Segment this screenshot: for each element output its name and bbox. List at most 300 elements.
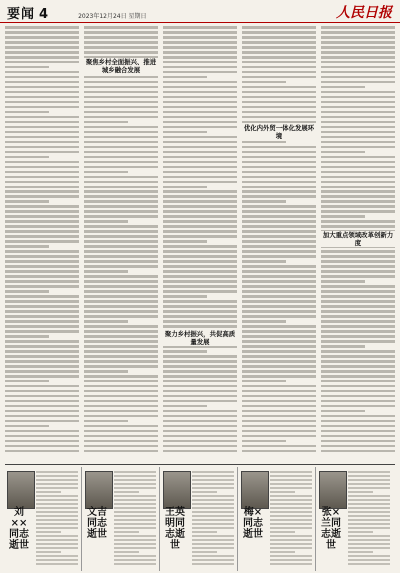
text-line [84, 420, 128, 423]
text-line [270, 519, 312, 521]
text-line [321, 275, 395, 278]
text-line [348, 495, 390, 497]
text-line [84, 51, 158, 54]
text-line [348, 479, 390, 481]
text-line [36, 487, 78, 489]
text-line [36, 539, 78, 541]
text-line [163, 315, 237, 318]
text-line [36, 511, 78, 513]
text-line [5, 31, 79, 34]
text-line [192, 471, 234, 473]
text-line [163, 190, 237, 193]
text-line [348, 519, 390, 521]
text-line [348, 515, 390, 517]
text-line [321, 195, 395, 198]
text-line [84, 255, 158, 258]
text-line [5, 250, 79, 253]
text-line [242, 61, 316, 64]
text-line [242, 350, 316, 353]
text-line [163, 420, 237, 423]
portrait-photo [319, 471, 347, 509]
text-line [321, 106, 395, 109]
text-line [321, 315, 395, 318]
text-line [242, 355, 316, 358]
text-line [5, 51, 79, 54]
text-line [163, 270, 237, 273]
text-line [321, 250, 395, 253]
text-line [242, 360, 316, 363]
text-line [84, 141, 158, 144]
text-line [163, 255, 237, 258]
text-line [84, 290, 158, 293]
text-line [5, 320, 79, 323]
text-line [321, 445, 395, 448]
text-line [114, 523, 156, 525]
text-line [5, 360, 79, 363]
text-line [5, 61, 79, 64]
text-line [84, 106, 158, 109]
text-line [242, 445, 316, 448]
text-line [163, 156, 237, 159]
text-line [5, 300, 79, 303]
article-column-4 [242, 26, 316, 462]
text-line [5, 335, 49, 338]
text-line [5, 310, 79, 313]
text-line [270, 475, 312, 477]
text-line [321, 360, 395, 363]
text-line [5, 330, 79, 333]
text-line [5, 305, 79, 308]
text-line [270, 471, 312, 473]
text-line [348, 523, 390, 525]
text-line [84, 190, 158, 193]
text-line [192, 515, 234, 517]
text-line [321, 190, 395, 193]
text-line [84, 260, 158, 263]
text-line [5, 151, 79, 154]
text-line [84, 410, 158, 413]
text-line [242, 395, 316, 398]
text-line [321, 435, 395, 438]
text-line [84, 340, 158, 343]
text-line [163, 136, 237, 139]
text-line [163, 405, 207, 408]
text-line [84, 131, 158, 134]
text-line [84, 345, 158, 348]
text-line [192, 491, 217, 493]
text-line [242, 26, 316, 29]
text-line [321, 265, 395, 268]
text-line [5, 345, 79, 348]
text-line [84, 230, 158, 233]
text-line [192, 531, 217, 533]
text-line [242, 330, 316, 333]
text-line [321, 345, 365, 348]
text-line [84, 121, 128, 124]
text-line [84, 275, 158, 278]
text-line [321, 260, 395, 263]
text-line [5, 186, 79, 189]
text-line [321, 111, 395, 114]
text-line [242, 86, 316, 89]
text-line [5, 195, 79, 198]
text-line [36, 519, 78, 521]
text-line [192, 527, 234, 529]
text-line [242, 315, 316, 318]
text-line [36, 551, 61, 553]
text-line [84, 440, 158, 443]
text-line [5, 176, 79, 179]
text-line [36, 515, 78, 517]
text-line [348, 555, 390, 557]
text-line [5, 440, 79, 443]
text-line [5, 96, 79, 99]
text-line [270, 499, 312, 501]
text-line [84, 171, 128, 174]
text-line [270, 539, 312, 541]
text-line [242, 430, 316, 433]
text-line [84, 425, 158, 428]
text-line [242, 400, 316, 403]
text-line [114, 483, 156, 485]
text-line [321, 335, 395, 338]
text-line [321, 255, 395, 258]
text-line [5, 86, 79, 89]
text-line [84, 235, 158, 238]
text-line [242, 415, 316, 418]
text-line [321, 350, 395, 353]
text-line [114, 519, 156, 521]
text-line [84, 435, 158, 438]
text-line [242, 435, 316, 438]
text-line [321, 395, 395, 398]
text-line [84, 385, 158, 388]
text-line [163, 86, 237, 89]
text-line [348, 475, 390, 477]
text-line [5, 260, 79, 263]
text-line [321, 370, 395, 373]
section-divider [5, 464, 395, 465]
obituary [5, 467, 82, 571]
text-line [242, 280, 316, 283]
text-line [84, 86, 158, 89]
text-line [84, 215, 158, 218]
text-line [242, 66, 316, 69]
text-line [348, 543, 390, 545]
text-line [163, 245, 237, 248]
text-line [36, 507, 78, 509]
text-line [36, 495, 78, 497]
text-line [242, 375, 316, 378]
text-line [321, 181, 395, 184]
issue-date: 2023年12月24日 星期日 [78, 13, 147, 20]
text-line [84, 430, 158, 433]
article-column-1 [5, 26, 79, 462]
text-line [163, 81, 237, 84]
text-line [84, 205, 158, 208]
text-line [348, 503, 390, 505]
text-line [163, 56, 237, 59]
text-line [84, 325, 158, 328]
text-line [36, 563, 78, 565]
text-line [242, 230, 316, 233]
text-line [163, 46, 237, 49]
text-line [163, 66, 237, 69]
text-line [84, 181, 158, 184]
text-line [163, 285, 237, 288]
text-line [321, 176, 395, 179]
text-line [321, 56, 395, 59]
text-line [242, 270, 316, 273]
text-line [270, 523, 312, 525]
obituary-text [114, 515, 156, 567]
text-line [242, 225, 316, 228]
article-column-2 [84, 26, 158, 462]
text-line [242, 440, 286, 443]
text-line [5, 340, 79, 343]
page-number: 4 [39, 7, 49, 22]
text-line [114, 551, 139, 553]
text-line [84, 126, 158, 129]
text-line [242, 141, 286, 144]
text-line [270, 515, 312, 517]
text-line [114, 507, 156, 509]
text-line [270, 559, 312, 561]
text-line [84, 151, 158, 154]
text-line [163, 41, 237, 44]
text-line [163, 305, 237, 308]
text-line [163, 310, 237, 313]
text-line [84, 270, 128, 273]
text-line [270, 503, 312, 505]
text-line [270, 543, 312, 545]
text-line [242, 96, 316, 99]
text-line [114, 555, 156, 557]
text-line [163, 146, 237, 149]
article-body [5, 26, 395, 462]
article-subhead: 聚焦乡村全面振兴、推进城乡融合发展 [85, 58, 157, 74]
text-line [84, 26, 158, 29]
text-line [163, 320, 237, 323]
text-line [192, 543, 234, 545]
text-line [192, 535, 234, 537]
text-line [321, 430, 395, 433]
text-line [84, 220, 128, 223]
article-column-3 [163, 26, 237, 462]
text-line [163, 106, 237, 109]
text-line [163, 260, 237, 263]
obituary-title: 刘××同志逝世 [9, 507, 29, 551]
text-line [163, 111, 237, 114]
text-line [84, 166, 158, 169]
text-line [321, 76, 395, 79]
text-line [242, 425, 316, 428]
text-line [163, 121, 237, 124]
text-line [163, 360, 237, 363]
text-line [36, 523, 78, 525]
obituary-text [36, 515, 78, 567]
text-line [163, 450, 237, 453]
text-line [321, 26, 395, 29]
text-line [321, 200, 395, 203]
text-line [192, 495, 234, 497]
text-line [321, 440, 395, 443]
text-line [114, 547, 156, 549]
text-line [242, 121, 316, 124]
text-line [114, 511, 156, 513]
text-line [163, 171, 237, 174]
text-line [242, 390, 316, 393]
text-line [5, 161, 79, 164]
text-line [242, 255, 316, 258]
text-line [114, 543, 156, 545]
text-line [270, 555, 312, 557]
text-line [84, 265, 158, 268]
text-line [84, 350, 158, 353]
text-line [5, 365, 79, 368]
text-line [84, 41, 158, 44]
section-name: 要闻 [7, 7, 36, 22]
text-line [36, 471, 78, 473]
text-line [5, 325, 79, 328]
text-line [242, 151, 316, 154]
text-line [84, 360, 158, 363]
text-line [270, 487, 312, 489]
text-line [114, 531, 139, 533]
text-line [84, 380, 158, 383]
text-line [5, 445, 79, 448]
text-line [5, 420, 79, 423]
text-line [5, 166, 79, 169]
text-line [242, 335, 316, 338]
text-line [321, 46, 395, 49]
text-line [5, 76, 79, 79]
text-line [84, 210, 158, 213]
text-line [84, 46, 158, 49]
text-line [163, 36, 237, 39]
text-line [321, 220, 395, 223]
text-line [242, 116, 316, 119]
text-line [163, 425, 237, 428]
text-line [163, 26, 237, 29]
text-line [321, 420, 395, 423]
text-line [192, 479, 234, 481]
text-line [242, 190, 316, 193]
text-line [5, 136, 79, 139]
text-line [242, 370, 316, 373]
text-line [242, 210, 316, 213]
text-line [242, 250, 316, 253]
text-line [163, 51, 237, 54]
text-line [163, 365, 237, 368]
text-line [321, 101, 395, 104]
text-line [5, 405, 79, 408]
obituary-text [270, 471, 312, 515]
text-line [5, 200, 49, 203]
text-line [5, 210, 79, 213]
text-line [192, 563, 234, 565]
text-line [163, 116, 237, 119]
text-line [5, 230, 79, 233]
text-line [36, 559, 78, 561]
text-line [242, 171, 316, 174]
obituary-title: 王英明同志逝世 [165, 507, 185, 551]
text-line [5, 350, 79, 353]
text-line [270, 551, 295, 553]
obituary [317, 467, 393, 571]
text-line [163, 61, 237, 64]
text-line [192, 559, 234, 561]
page-masthead [0, 0, 400, 23]
text-line [321, 156, 395, 159]
text-line [163, 161, 237, 164]
text-line [5, 126, 79, 129]
text-line [242, 385, 316, 388]
text-line [242, 36, 316, 39]
text-line [84, 200, 158, 203]
text-line [321, 375, 395, 378]
text-line [242, 215, 316, 218]
text-line [270, 511, 312, 513]
text-line [5, 146, 79, 149]
article-subhead: 优化内外贸一体化发展环境 [243, 124, 315, 140]
text-line [84, 390, 158, 393]
text-line [84, 176, 158, 179]
text-line [321, 131, 395, 134]
text-line [242, 450, 316, 453]
text-line [36, 555, 78, 557]
text-line [5, 390, 79, 393]
text-line [114, 475, 156, 477]
obituary-text [348, 515, 390, 567]
text-line [36, 479, 78, 481]
text-line [5, 430, 79, 433]
text-line [36, 527, 78, 529]
text-line [242, 265, 316, 268]
text-line [348, 511, 390, 513]
text-line [242, 81, 286, 84]
text-line [242, 420, 316, 423]
text-line [242, 161, 316, 164]
text-line [84, 136, 158, 139]
text-line [163, 31, 237, 34]
text-line [321, 450, 395, 453]
text-line [242, 111, 316, 114]
text-line [242, 305, 316, 308]
text-line [114, 503, 156, 505]
text-line [348, 547, 390, 549]
text-line [321, 61, 395, 64]
text-line [84, 225, 158, 228]
text-line [242, 410, 316, 413]
text-line [242, 195, 316, 198]
text-line [321, 225, 395, 228]
text-line [321, 166, 395, 169]
text-line [163, 151, 237, 154]
text-line [242, 310, 316, 313]
portrait-photo [85, 471, 113, 509]
text-line [163, 200, 237, 203]
text-line [163, 355, 237, 358]
text-line [5, 275, 79, 278]
text-line [163, 395, 237, 398]
portrait-photo [7, 471, 35, 509]
text-line [84, 81, 158, 84]
obituary-text [348, 471, 390, 515]
text-line [321, 71, 395, 74]
text-line [163, 325, 237, 328]
text-line [5, 116, 79, 119]
